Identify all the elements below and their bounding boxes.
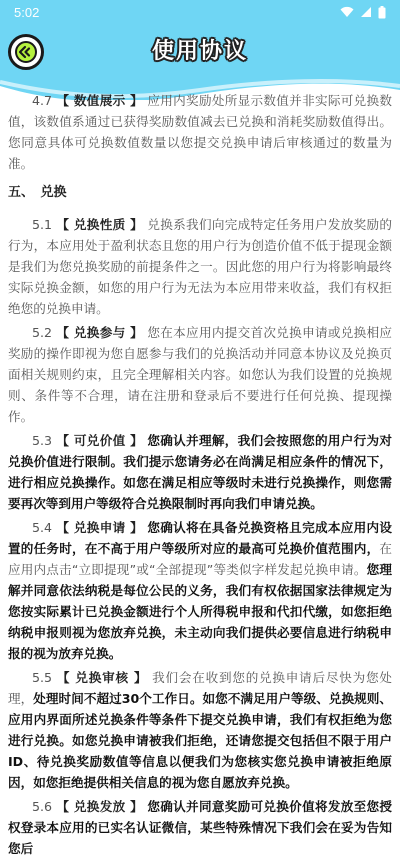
clause-tag: 【 兑换审核 】 bbox=[56, 670, 148, 685]
clause-text: 您在本应用内提交首次兑换申请或兑换相应奖励的操作即视为您自愿参与我们的兑换活动并同意本协议及兑换页面相关规则约束，且完全理解相关内容。如您认为我们设置的兑换规则、条件等不合理，请在注册和登录后不要进行任何兑换、提现操作。 bbox=[8, 325, 392, 424]
clause-5-1 bbox=[8, 214, 392, 319]
clause-tag: 【 数值展示 】 bbox=[56, 93, 144, 108]
clause-number: 5.4 bbox=[32, 520, 53, 535]
section-heading-redeem: 五、 兑换 bbox=[8, 185, 67, 200]
clause-bold-text: 您确认并同意奖励可兑换价值将发放至您授权登录本应用的已实名认证微信，某些特殊情况下我们会在妥为告知您后 bbox=[8, 799, 392, 856]
page-title: 使用协议 bbox=[151, 39, 248, 64]
clause-number: 4.7 bbox=[32, 93, 53, 108]
clause-text: 兑换系我们向完成特定任务用户发放奖励的行为，本应用处于盈利状态且您的用户行为创造价值不低于提现金额是我们为您兑换奖励的前提条件之一。因此您的用户行为将影响最终实际兑换金额，如您的用户行为无法为本应用带来收益，我们有权拒绝您的兑换申请。 bbox=[8, 217, 392, 316]
status-time: 5:02 bbox=[14, 4, 40, 20]
clause-tag: 【 兑换申请 】 bbox=[56, 520, 144, 535]
clause-5-5 bbox=[8, 667, 392, 793]
status-icons bbox=[340, 6, 386, 19]
clause-5-4 bbox=[8, 517, 392, 664]
clause-4-7 bbox=[8, 90, 392, 174]
signal-icon bbox=[360, 6, 372, 18]
clause-tag: 【 可兑价值 】 bbox=[56, 433, 144, 448]
clause-bold-text: 您确认将在具备兑换资格且完成本应用内设置的任务时，在不高于用户等级所对应的最高可兑换价值范围内， bbox=[8, 520, 392, 556]
clause-number: 5.5 bbox=[32, 670, 53, 685]
clause-tag: 【 兑换性质 】 bbox=[56, 217, 144, 232]
status-bar bbox=[0, 0, 400, 24]
agreement-content[interactable] bbox=[0, 93, 400, 856]
clause-number: 5.6 bbox=[32, 799, 53, 814]
clause-5-6 bbox=[8, 796, 392, 859]
wifi-icon bbox=[340, 6, 354, 18]
clause-number: 5.1 bbox=[32, 217, 53, 232]
clause-text: 我们会在收到您的兑换申请后尽快为您处理， bbox=[8, 670, 392, 706]
clause-number: 5.3 bbox=[32, 433, 53, 448]
clause-5-2 bbox=[8, 322, 392, 427]
clause-text: 应用内奖励处所显示数值并非实际可兑换数值，该数值系通过已获得奖励数值减去已兑换和消耗奖励数值得出。您同意具体可兑换数值数量以您提交兑换申请后审核通过的数量为准。 bbox=[8, 93, 392, 171]
clause-5-3 bbox=[8, 430, 392, 514]
clause-bold-text: 您确认并理解，我们会按照您的用户行为对兑换价值进行限制。我们提示您请务必在尚满足相应条件的情况下，进行相应兑换操作。如您在满足相应等级时未进行兑换操作，则您需要再次等到用户等级符合兑换限制时再向我们申请兑换。 bbox=[8, 433, 392, 511]
clause-tag: 【 兑换发放 】 bbox=[56, 799, 144, 814]
clause-number: 5.2 bbox=[32, 325, 53, 340]
clause-text: 在应用内点击“立即提现”或“全部提现”等类似字样发起兑换申请。 bbox=[8, 541, 392, 577]
clause-bold-text: 处理时间不超过30个工作日。如您不满足用户等级、兑换规则、应用内界面所述兑换条件等条件下提交兑换申请，我们有权拒绝为您进行兑换。如您兑换申请被我们拒绝，还请您提交包括但不限于用户ID、待兑换奖励数值等信息以便我们为您核实您兑换申请被拒绝原因，如您拒绝提供相关信息的视为您自愿放弃兑换。 bbox=[8, 691, 393, 790]
battery-icon bbox=[378, 6, 386, 19]
clause-bold-text: 您理解并同意依法纳税是每位公民的义务，我们有权依据国家法律规定为您按实际累计已兑换金额进行个人所得税申报和代扣代缴，如您拒绝纳税申报则视为您放弃兑换，未主动向我们提供必要信息进行纳税申报的视为放弃兑换。 bbox=[8, 562, 392, 661]
header bbox=[0, 24, 400, 100]
clause-tag: 【 兑换参与 】 bbox=[56, 325, 144, 340]
